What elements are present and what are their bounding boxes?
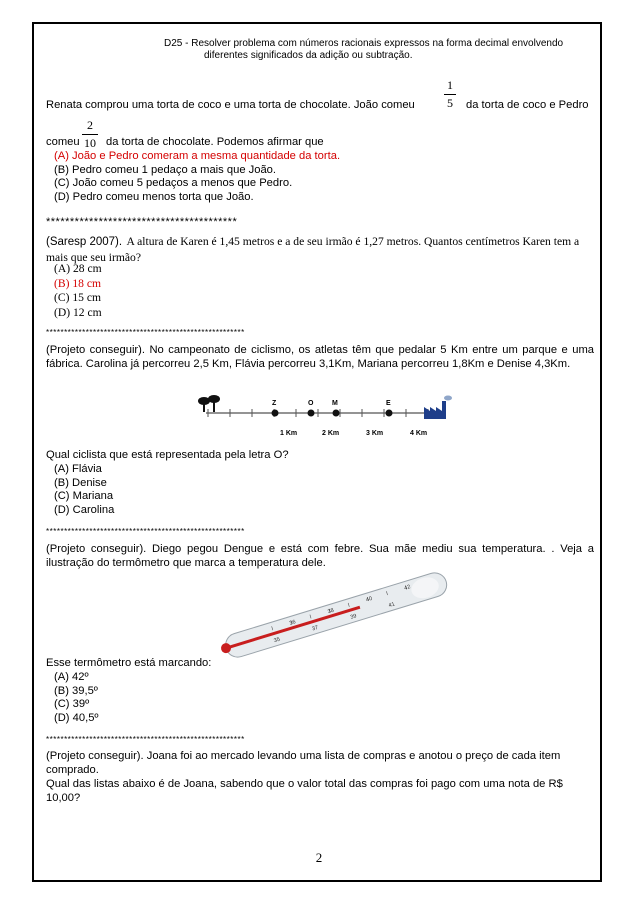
- number-line-figure: [196, 393, 456, 448]
- q1-text-3: comeu: [46, 136, 80, 148]
- fraction-denominator: 5: [447, 96, 453, 110]
- q1-option-d: (D) Pedro comeu menos torta que João.: [54, 190, 254, 203]
- separator: *******************************************************: [46, 735, 245, 744]
- tick-3km: 3 Km: [366, 430, 384, 437]
- fraction-2-10: [82, 118, 98, 151]
- q3-options: [46, 463, 594, 517]
- q4-option-c: (C) 39º: [54, 698, 90, 710]
- point-o: [308, 410, 315, 417]
- q3-option-a: (A) Flávia: [54, 463, 102, 475]
- scale-38: 38: [327, 607, 335, 616]
- fraction-numerator: 1: [447, 78, 453, 92]
- label-z: Z: [272, 400, 277, 407]
- q4-options: [46, 671, 594, 725]
- scale-40: 40: [365, 595, 373, 604]
- q4-question: Esse termômetro está marcando:: [46, 657, 212, 669]
- fraction-1-5: [444, 78, 456, 111]
- q5-text-1: (Projeto conseguir). Joana foi ao mercado levando uma lista de compras e anotou o preço de cada item comprado.: [46, 750, 561, 776]
- q3-option-c: (C) Mariana: [54, 490, 114, 502]
- park-trees-icon: [198, 395, 220, 412]
- separator: ****************************************: [46, 216, 238, 228]
- q1-option-b: (B) Pedro comeu 1 pedaço a mais que João.: [54, 163, 277, 176]
- label-o: O: [308, 400, 314, 407]
- header-line-1: D25 - Resolver problema com números racionais expressos na forma decimal envolvendo: [164, 38, 564, 49]
- factory-icon: [424, 396, 452, 420]
- q1-options: [46, 150, 594, 204]
- scale-37: 37: [311, 624, 320, 633]
- q2-option-b: (B) 18 cm: [54, 276, 102, 290]
- scale-39: 39: [349, 613, 358, 621]
- q2-option-d: (D) 12 cm: [54, 305, 102, 319]
- q4-option-b: (B) 39,5º: [54, 684, 98, 697]
- thermometer-figure: [191, 566, 461, 666]
- q1-option-c: (C) João comeu 5 pedaços a menos que Pedro.: [54, 177, 293, 189]
- q2-block: [46, 234, 594, 265]
- tick-1km: 1 Km: [280, 430, 298, 437]
- header-line-2: diferentes significados da adição ou subtração.: [204, 50, 413, 61]
- tick-4km: 4 Km: [410, 430, 428, 437]
- point-z: [272, 410, 279, 417]
- thermometer-liquid: [226, 606, 361, 650]
- q1-option-a: (A) João e Pedro comeram a mesma quantidade da torta.: [54, 150, 341, 162]
- q1-text-1: Renata comprou uma torta de coco e uma torta de chocolate. João comeu: [46, 99, 415, 111]
- q4-option-a: (A) 42º: [54, 671, 89, 683]
- label-m: M: [332, 400, 338, 407]
- q5-text-2: Qual das listas abaixo é de Joana, sabendo que o valor total das compras foi pago com uma nota de R$ 10,00?: [46, 778, 563, 804]
- q1-text-2: da torta de coco e Pedro: [466, 99, 589, 111]
- scale-41: 41: [388, 601, 396, 610]
- tick-2km: 2 Km: [322, 430, 340, 437]
- scale-42: 42: [403, 584, 412, 592]
- scale-36: 36: [288, 619, 297, 627]
- point-m: [333, 410, 340, 417]
- q2-options: [46, 262, 594, 320]
- label-e: E: [386, 400, 391, 407]
- q2-option-c: (C) 15 cm: [54, 291, 102, 304]
- q2-text: A altura de Karen é 1,45 metros e a de seu irmão é 1,27 metros. Quantos centímetros Karen tem a mais que seu irmão?: [46, 235, 580, 264]
- q4-text: (Projeto conseguir). Diego pegou Dengue e está com febre. Sua mãe mediu sua temperatura. . Veja a ilustração do termômetro que marca a temperatura dele.: [46, 543, 594, 569]
- q1-text-4: da torta de chocolate. Podemos afirmar que: [106, 136, 324, 148]
- separator: *******************************************************: [46, 527, 245, 536]
- scale-35: 35: [273, 636, 281, 645]
- page-number: 2: [315, 850, 323, 865]
- point-e: [386, 410, 393, 417]
- q4-option-d: (D) 40,5º: [54, 711, 99, 724]
- q3-text: (Projeto conseguir). No campeonato de ciclismo, os atletas têm que pedalar 5 Km entre um parque e uma fábrica. Carolina já percorreu 2,5 Km, Flávia percorreu 3,1Km, Mariana percorreu 1,8Km e Denise 4,3Km.: [46, 344, 594, 370]
- separator: *******************************************************: [46, 328, 245, 337]
- fraction-numerator: 2: [87, 118, 93, 132]
- q3-question: Qual ciclista que está representada pela letra O?: [46, 449, 289, 461]
- q2-option-a: (A) 28 cm: [54, 262, 102, 275]
- q3-option-b: (B) Denise: [54, 476, 107, 489]
- fraction-denominator: 10: [84, 136, 96, 150]
- q2-source: (Saresp 2007).: [46, 236, 123, 248]
- q3-option-d: (D) Carolina: [54, 503, 115, 516]
